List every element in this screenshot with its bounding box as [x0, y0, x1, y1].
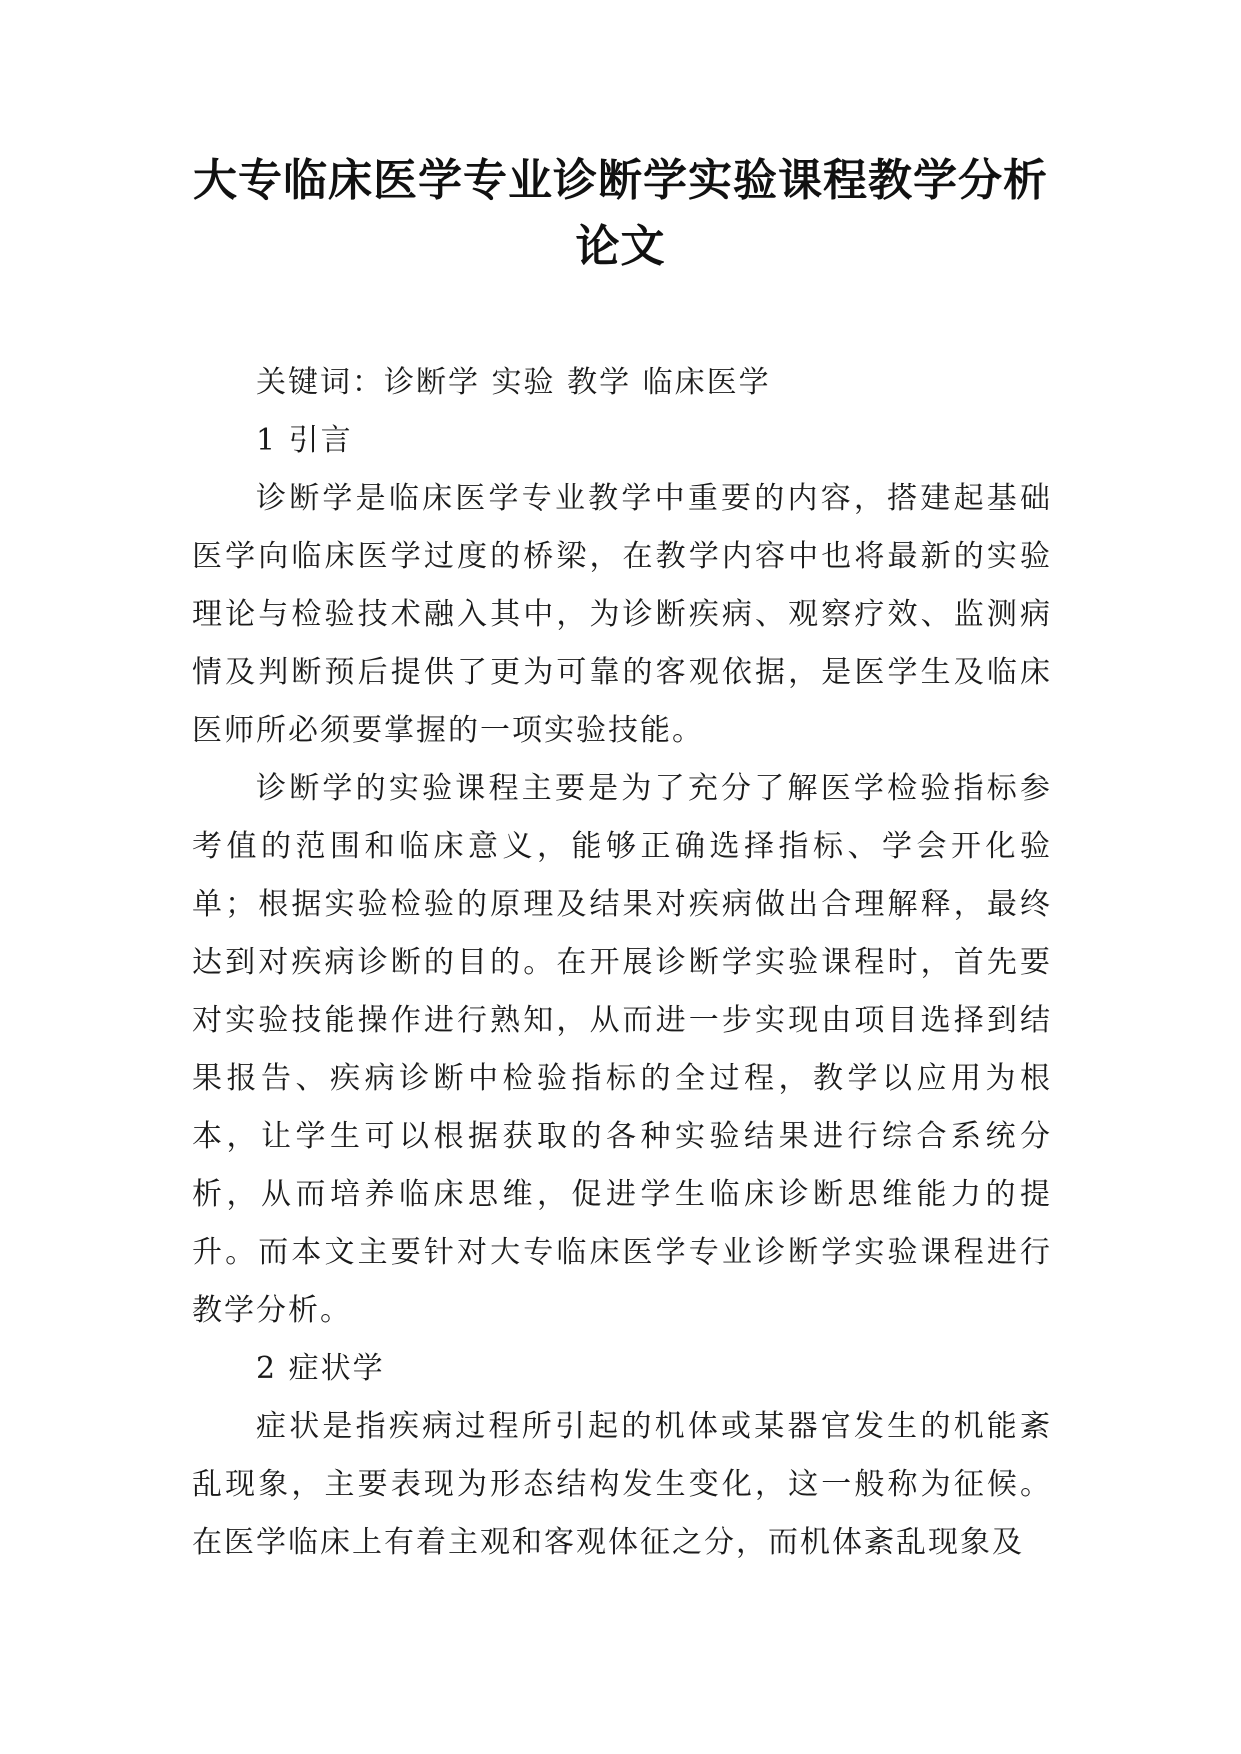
- document-body: [192, 354, 1052, 1572]
- section-heading-symptomatology: 2 症状学: [256, 1351, 385, 1386]
- document-title: 大专临床医学专业诊断学实验课程教学分析论文: [193, 155, 1048, 272]
- body-paragraph: 诊断学是临床医学专业教学中重要的内容，搭建起基础医学向临床医学过度的桥梁，在教学内容中也将最新的实验理论与检验技术融入其中，为诊断疾病、观察疗效、监测病情及判断预后提供了更为可靠的客观依据，是医学生及临床医师所必须要掌握的一项实验技能。: [192, 481, 1052, 748]
- section-heading-introduction: 1 引言: [256, 423, 353, 458]
- body-paragraph: 诊断学的实验课程主要是为了充分了解医学检验指标参考值的范围和临床意义，能够正确选择指标、学会开化验单；根据实验检验的原理及结果对疾病做出合理解释，最终达到对疾病诊断的目的。在开展诊断学实验课程时，首先要对实验技能操作进行熟知，从而进一步实现由项目选择到结果报告、疾病诊断中检验指标的全过程，教学以应用为根本，让学生可以根据获取的各种实验结果进行综合系统分析，从而培养临床思维，促进学生临床诊断思维能力的提升。而本文主要针对大专临床医学专业诊断学实验课程进行教学分析。: [192, 771, 1052, 1328]
- keywords-line: 关键词：诊断学 实验 教学 临床医学: [256, 365, 771, 400]
- body-paragraph: 症状是指疾病过程所引起的机体或某器官发生的机能紊乱现象，主要表现为形态结构发生变化，这一般称为征候。在医学临床上有着主观和客观体征之分，而机体紊乱现象及: [192, 1409, 1052, 1560]
